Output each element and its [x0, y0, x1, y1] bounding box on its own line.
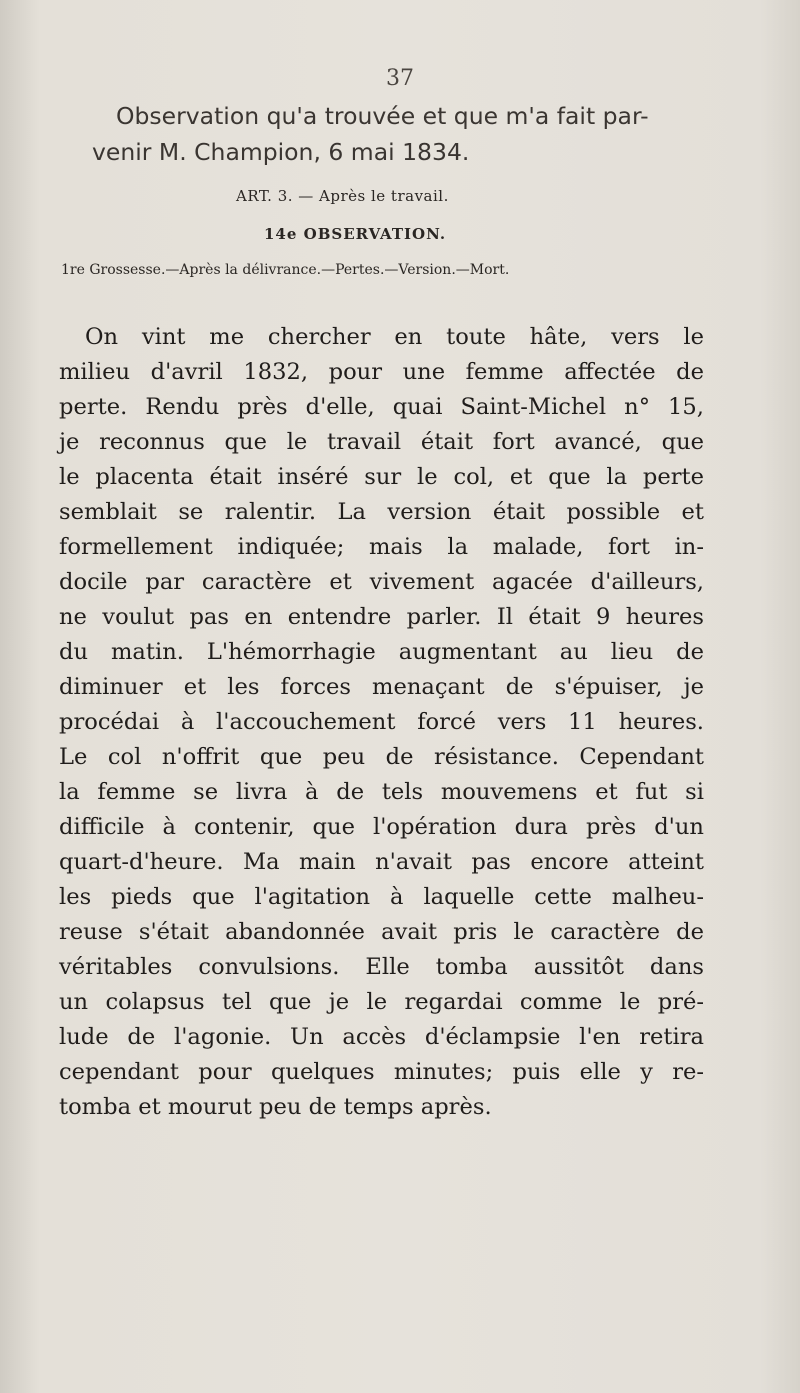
body-line: cependant pour quelques minutes; puis elle y re-	[59, 1059, 704, 1085]
article-heading: ART. 3. — Après le travail.	[236, 187, 449, 205]
intro-line: Observation qu'a trouvée et que m'a fait par-	[116, 102, 649, 130]
body-line: reuse s'était abandonnée avait pris le caractère de	[59, 919, 704, 945]
body-line: quart-d'heure. Ma main n'avait pas encore atteint	[59, 849, 704, 875]
body-line: véritables convulsions. Elle tomba aussitôt dans	[59, 954, 704, 980]
body-line: perte. Rendu près d'elle, quai Saint-Michel n° 15,	[59, 394, 704, 420]
body-line: milieu d'avril 1832, pour une femme affectée de	[59, 359, 704, 385]
body-line: les pieds que l'agitation à laquelle cette malheu-	[59, 884, 704, 910]
body-line: la femme se livra à de tels mouvemens et fut si	[59, 779, 704, 805]
body-line: On vint me chercher en toute hâte, vers le	[85, 324, 704, 350]
body-line: le placenta était inséré sur le col, et que la perte	[59, 464, 704, 490]
body-line: formellement indiquée; mais la malade, fort in-	[59, 534, 704, 560]
body-line: ne voulut pas en entendre parler. Il était 9 heures	[59, 604, 704, 630]
observation-body	[59, 320, 704, 1125]
observation-heading: 14e OBSERVATION.	[264, 225, 447, 243]
body-line: semblait se ralentir. La version était possible et	[59, 499, 704, 525]
body-line: Le col n'offrit que peu de résistance. Cependant	[59, 744, 704, 770]
body-line: difficile à contenir, que l'opération dura près d'un	[59, 814, 704, 840]
intro-line: venir M. Champion, 6 mai 1834.	[92, 138, 470, 166]
body-line: docile par caractère et vivement agacée d'ailleurs,	[59, 569, 704, 595]
case-summary-line: 1re Grossesse.—Après la délivrance.—Pertes.—Version.—Mort.	[61, 262, 510, 278]
body-line: diminuer et les forces menaçant de s'épuiser, je	[59, 674, 704, 700]
body-line: procédai à l'accouchement forcé vers 11 heures.	[59, 709, 704, 735]
body-line: tomba et mourut peu de temps après.	[59, 1094, 492, 1120]
observation-intro	[92, 98, 692, 170]
body-line: lude de l'agonie. Un accès d'éclampsie l'en retira	[59, 1024, 704, 1050]
body-line: du matin. L'hémorrhagie augmentant au lieu de	[59, 639, 704, 665]
body-line: je reconnus que le travail était fort avancé, que	[59, 429, 704, 455]
body-line: un colapsus tel que je le regardai comme le pré-	[59, 989, 704, 1015]
page-number: 37	[386, 66, 414, 91]
